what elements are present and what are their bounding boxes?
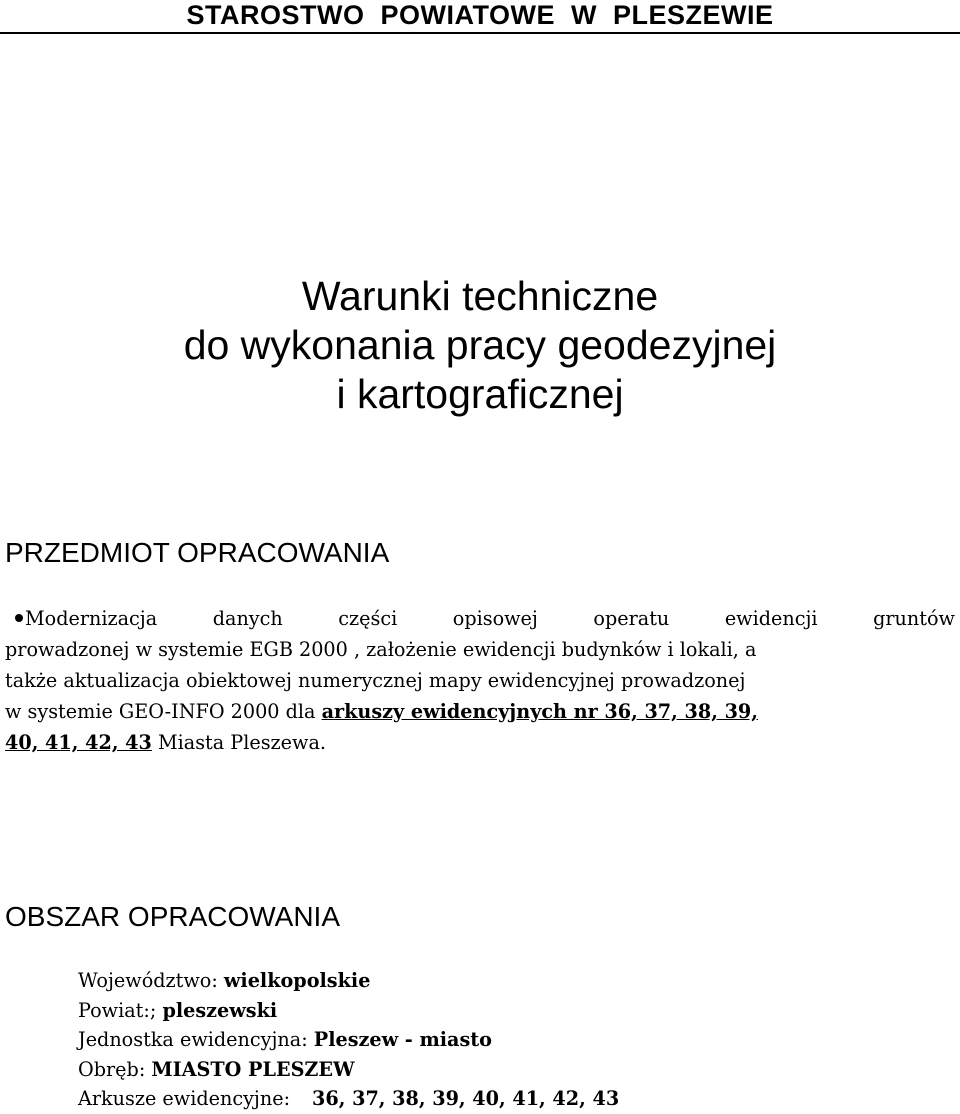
subject-line-3: także aktualizacja obiektowej numerycznej mapy ewidencyjnej prowadzonej	[5, 669, 746, 692]
document-title-line: i kartograficznej	[336, 371, 624, 417]
subject-line-5-text: Miasta Pleszewa.	[151, 731, 326, 754]
word: opisowej	[452, 607, 538, 630]
precinct-label: Obręb:	[78, 1057, 152, 1081]
subject-paragraph	[5, 603, 955, 758]
word: ewidencji	[724, 607, 818, 630]
document-title-line: Warunki techniczne	[301, 273, 659, 319]
subject-line-5	[5, 727, 955, 758]
county-row	[78, 996, 619, 1026]
sheet-numbers-emphasis: 40, 41, 42, 43	[5, 731, 152, 754]
word: gruntów	[873, 607, 955, 630]
office-header-title: STAROSTWO POWIATOWE W PLESZEWIE	[186, 0, 774, 30]
header-divider	[0, 32, 960, 34]
unit-row	[78, 1025, 619, 1055]
word: danych	[212, 607, 283, 630]
voivodeship-value: wielkopolskie	[223, 969, 371, 992]
document-title-line: do wykonania pracy geodezyjnej	[183, 322, 777, 368]
word: operatu	[593, 607, 670, 630]
sheets-label: Arkusze ewidencyjne:	[78, 1087, 291, 1110]
area-heading: OBSZAR OPRACOWANIA	[5, 901, 341, 932]
area-details	[78, 966, 619, 1114]
voivodeship-label: Województwo:	[78, 969, 224, 992]
precinct-row	[78, 1055, 619, 1085]
sheet-numbers-emphasis: arkuszy ewidencyjnych nr 36, 37, 38, 39,	[321, 700, 758, 723]
subject-heading: PRZEDMIOT OPRACOWANIA	[5, 537, 390, 568]
unit-value: Pleszew - miasto	[313, 1028, 492, 1051]
word: części	[338, 607, 398, 630]
subject-line-1	[5, 603, 955, 634]
sheets-value: 36, 37, 38, 39, 40, 41, 42, 43	[312, 1087, 620, 1110]
unit-label: Jednostka ewidencyjna:	[78, 1028, 314, 1051]
document-title	[0, 272, 960, 419]
word: Modernizacja	[25, 607, 158, 630]
subject-line-4	[5, 696, 955, 727]
subject-line-2: prowadzonej w systemie EGB 2000 , założenie ewidencji budynków i lokali, a	[5, 638, 757, 661]
county-label: Powiat:;	[78, 998, 163, 1022]
subject-line-4-text: w systemie GEO-INFO 2000 dla	[5, 700, 322, 723]
sheets-row	[78, 1084, 619, 1114]
bullet-icon	[15, 614, 23, 622]
voivodeship-row	[78, 966, 619, 996]
precinct-value: MIASTO PLESZEW	[151, 1057, 355, 1081]
county-value: pleszewski	[162, 998, 278, 1022]
